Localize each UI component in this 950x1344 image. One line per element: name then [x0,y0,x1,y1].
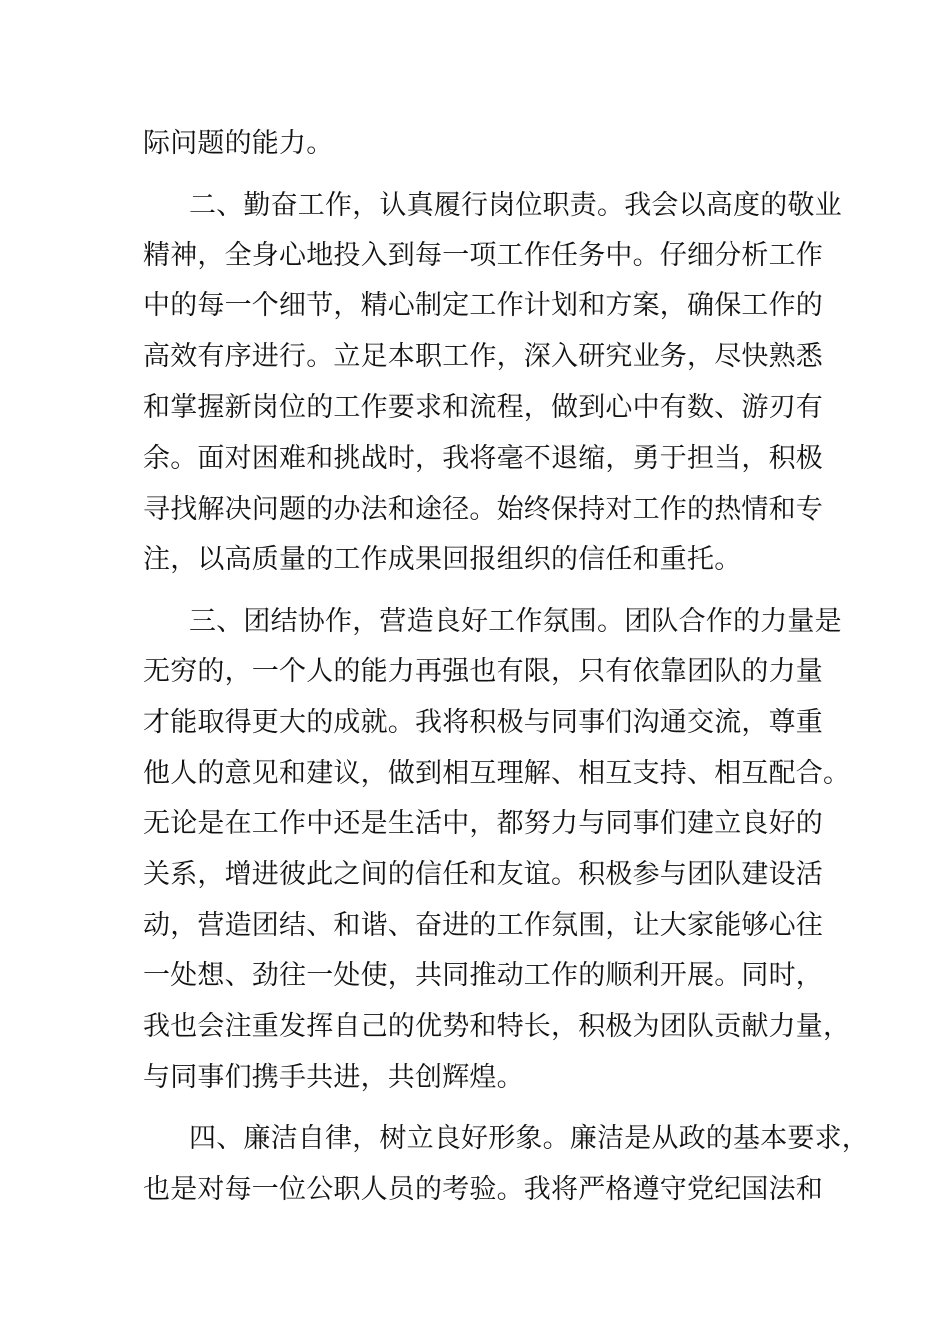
paragraph-2-line-4: 高效有序进行。立足本职工作，深入研究业务，尽快熟悉 [143,341,823,372]
paragraph-3-line-3: 才能取得更大的成就。我将积极与同事们沟通交流，尊重 [143,707,823,738]
paragraph-4-heading-line: 四、廉洁自律，树立良好形象。廉洁是从政的基本要求， [189,1123,869,1154]
paragraph-1-line-1: 际问题的能力。 [143,128,334,159]
paragraph-3-line-6: 关系，增进彼此之间的信任和友谊。积极参与团队建设活 [143,859,823,890]
paragraph-3-line-10: 与同事们携手共进，共创辉煌。 [143,1062,524,1093]
paragraph-3-line-9: 我也会注重发挥自己的优势和特长，积极为团队贡献力量， [143,1011,851,1042]
paragraph-3-heading-line: 三、团结协作，营造良好工作氛围。团队合作的力量是 [189,606,842,637]
paragraph-2-line-7: 寻找解决问题的办法和途径。始终保持对工作的热情和专 [143,494,823,525]
paragraph-3-line-5: 无论是在工作中还是生活中，都努力与同事们建立良好的 [143,808,823,839]
paragraph-2-line-8: 注，以高质量的工作成果回报组织的信任和重托。 [143,544,742,575]
paragraph-2-line-3: 中的每一个细节，精心制定工作计划和方案，确保工作的 [143,290,823,321]
paragraph-3-line-8: 一处想、劲往一处使，共同推动工作的顺利开展。同时， [143,960,823,991]
paragraph-3-line-2: 无穷的，一个人的能力再强也有限，只有依靠团队的力量 [143,656,823,687]
paragraph-2-line-2: 精神，全身心地投入到每一项工作任务中。仔细分析工作 [143,240,823,271]
paragraph-4-line-2: 也是对每一位公职人员的考验。我将严格遵守党纪国法和 [143,1174,823,1205]
paragraph-3-line-4: 他人的意见和建议，做到相互理解、相互支持、相互配合。 [143,758,851,789]
paragraph-2-heading-line: 二、勤奋工作，认真履行岗位职责。我会以高度的敬业 [189,190,842,221]
paragraph-3-line-7: 动，营造团结、和谐、奋进的工作氛围，让大家能够心往 [143,910,823,941]
paragraph-2-line-6: 余。面对困难和挑战时，我将毫不退缩，勇于担当，积极 [143,443,823,474]
paragraph-2-line-5: 和掌握新岗位的工作要求和流程，做到心中有数、游刃有 [143,392,823,423]
